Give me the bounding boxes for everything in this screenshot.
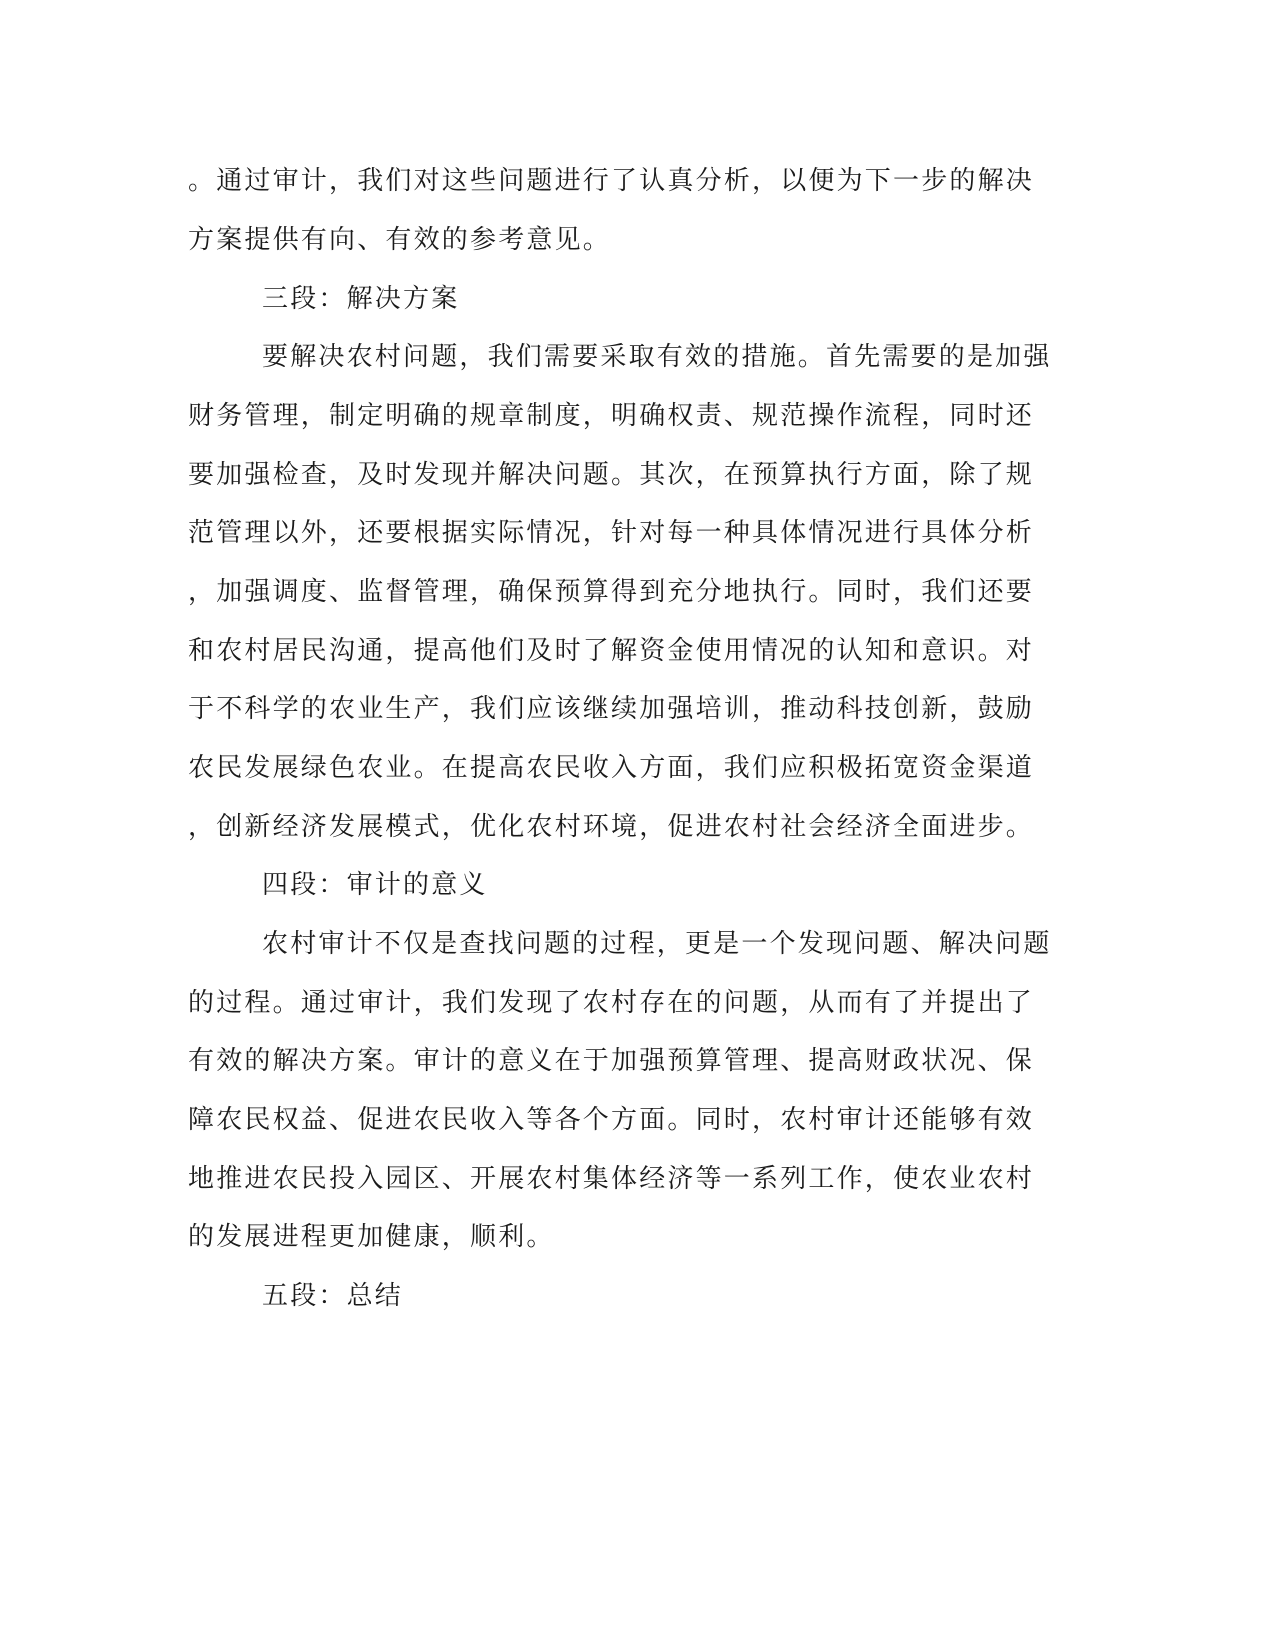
text-line: 有效的解决方案。审计的意义在于加强预算管理、提高财政状况、保 — [188, 1046, 1035, 1076]
text-line: 的过程。通过审计，我们发现了农村存在的问题，从而有了并提出了 — [188, 988, 1035, 1018]
text-line: 方案提供有向、有效的参考意见。 — [188, 225, 612, 255]
text-line: 范管理以外，还要根据实际情况，针对每一种具体情况进行具体分析 — [188, 518, 1035, 548]
text-line: 。通过审计，我们对这些问题进行了认真分析，以便为下一步的解决 — [188, 166, 1035, 196]
text-line: 的发展进程更加健康，顺利。 — [188, 1222, 555, 1252]
text-line: 要解决农村问题，我们需要采取有效的措施。首先需要的是加强 — [262, 342, 1052, 372]
section-heading-4: 四段：审计的意义 — [262, 870, 488, 900]
section-heading-5: 五段：总结 — [262, 1281, 404, 1311]
text-line: 障农民权益、促进农民收入等各个方面。同时，农村审计还能够有效 — [188, 1105, 1035, 1135]
text-line: 和农村居民沟通，提高他们及时了解资金使用情况的认知和意识。对 — [188, 636, 1035, 666]
text-line: ，创新经济发展模式，优化农村环境，促进农村社会经济全面进步。 — [188, 812, 1035, 842]
text-line: 地推进农民投入园区、开展农村集体经济等一系列工作，使农业农村 — [188, 1164, 1035, 1194]
text-line: ，加强调度、监督管理，确保预算得到充分地执行。同时，我们还要 — [188, 577, 1035, 607]
text-line: 财务管理，制定明确的规章制度，明确权责、规范操作流程，同时还 — [188, 401, 1035, 431]
text-line: 农村审计不仅是查找问题的过程，更是一个发现问题、解决问题 — [262, 929, 1052, 959]
text-line: 要加强检查，及时发现并解决问题。其次，在预算执行方面，除了规 — [188, 460, 1035, 490]
section-heading-3: 三段：解决方案 — [262, 284, 460, 314]
text-line: 于不科学的农业生产，我们应该继续加强培训，推动科技创新，鼓励 — [188, 694, 1035, 724]
text-line: 农民发展绿色农业。在提高农民收入方面，我们应积极拓宽资金渠道 — [188, 753, 1035, 783]
